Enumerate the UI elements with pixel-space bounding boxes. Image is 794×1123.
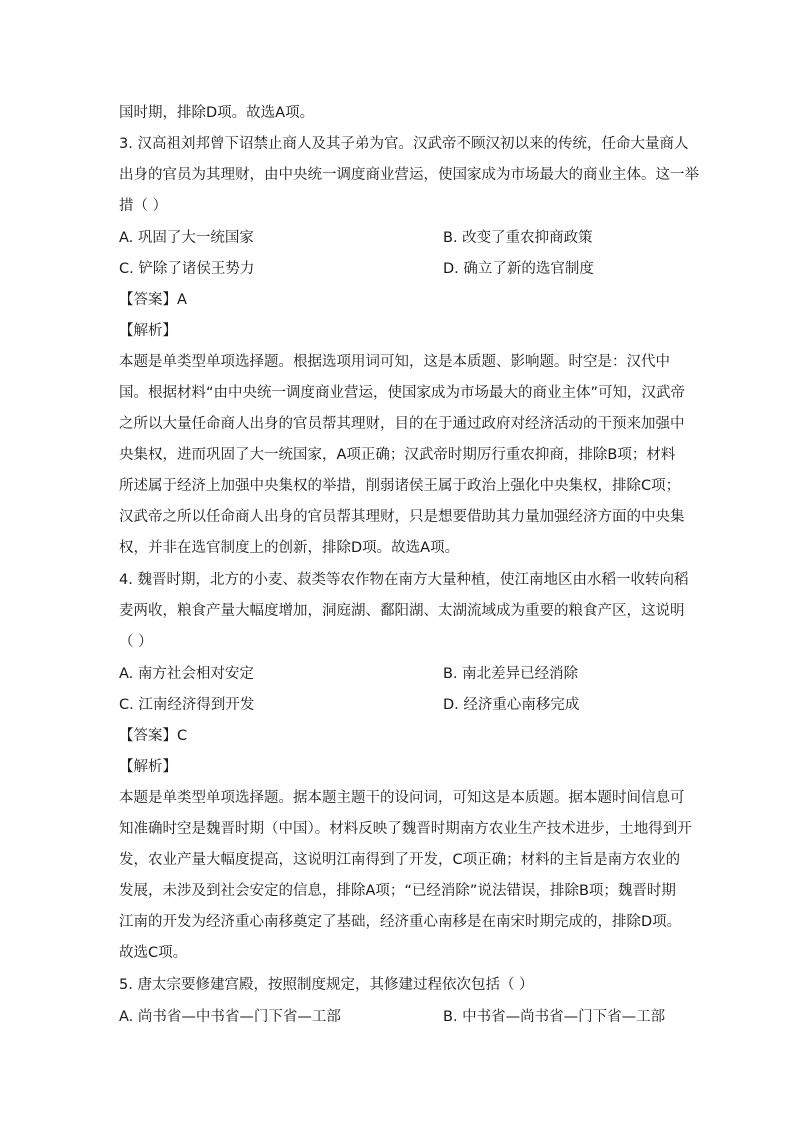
q3-analysis-line-1: 本题是单类型单项选择题。根据选项用词可知，这是本质题、影响题。时空是：汉代中 — [119, 354, 670, 370]
q4-option-a: A. 南方社会相对安定 — [119, 666, 254, 682]
q4-analysis-line-1: 本题是单类型单项选择题。据本题主题干的设问词，可知这是本质题。据本题时间信息可 — [119, 790, 685, 806]
q4-option-c: C. 江南经济得到开发 — [119, 697, 255, 713]
q3-analysis-line-6: 汉武帝之所以任命商人出身的官员帮其理财，只是想要借助其力量加强经济方面的中央集 — [119, 509, 685, 525]
q3-option-a: A. 巩固了大一统国家 — [119, 230, 254, 246]
q3-option-b: B. 改变了重农抑商政策 — [443, 230, 593, 246]
q4-analysis-line-4: 发展，未涉及到社会安定的信息，排除A项；“已经消除”说法错误，排除B项；魏晋时期 — [119, 883, 676, 899]
q2-tail: 国时期，排除D项。故选A项。 — [119, 105, 315, 121]
q4-stem-line-1: 4. 魏晋时期，北方的小麦、菽类等农作物在南方大量种植，使江南地区由水稻一收转向稻 — [119, 572, 689, 588]
q3-option-c: C. 铲除了诸侯王势力 — [119, 261, 255, 277]
q5-option-b: B. 中书省—尚书省—门下省—工部 — [443, 1009, 666, 1025]
q4-option-d: D. 经济重心南移完成 — [443, 697, 580, 713]
q4-answer: 【答案】C — [119, 728, 188, 744]
q3-stem-line-3: 措（ ） — [119, 198, 168, 214]
q4-analysis-line-2: 知准确时空是魏晋时期（中国）。材料反映了魏晋时期南方农业生产技术进步，土地得到开 — [119, 821, 692, 837]
q3-analysis-line-4: 央集权，进而巩固了大一统国家，A项正确；汉武帝时期厉行重农抑商，排除B项；材料 — [119, 447, 676, 463]
q3-analysis-line-2: 国。根据材料“由中央统一调度商业营运，使国家成为市场最大的商业主体”可知，汉武帝 — [119, 385, 686, 401]
q3-analysis-line-7: 权，并非在选官制度上的创新，排除D项。故选A项。 — [119, 540, 460, 556]
q3-analysis-label: 【解析】 — [119, 323, 177, 339]
q4-analysis-line-3: 发，农业产量大幅度提高，这说明江南得到了开发，C项正确；材料的主旨是南方农业的 — [119, 852, 681, 868]
q4-stem-line-2: 麦两收，粮食产量大幅度增加，洞庭湖、鄱阳湖、太湖流域成为重要的粮食产区，这说明 — [119, 603, 685, 619]
q5-stem: 5. 唐太宗要修建宫殿，按照制度规定，其修建过程依次包括（ ） — [119, 977, 534, 993]
q4-analysis-line-6: 故选C项。 — [119, 945, 188, 961]
q3-stem-line-1: 3. 汉高祖刘邦曾下诏禁止商人及其子弟为官。汉武帝不顾汉初以来的传统，任命大量商人 — [119, 136, 689, 152]
q5-option-a: A. 尚书省—中书省—门下省—工部 — [119, 1009, 341, 1025]
q4-stem-line-3: （ ） — [119, 634, 153, 650]
q3-analysis-line-3: 之所以大量任命商人出身的官员帮其理财，目的在于通过政府对经济活动的干预来加强中 — [119, 416, 685, 432]
q3-stem-line-2: 出身的官员为其理财，由中央统一调度商业营运，使国家成为市场最大的商业主体。这一举 — [119, 167, 699, 183]
q4-analysis-label: 【解析】 — [119, 759, 177, 775]
q3-answer: 【答案】A — [119, 292, 187, 308]
q3-option-d: D. 确立了新的选官制度 — [443, 261, 594, 277]
q4-analysis-line-5: 江南的开发为经济重心南移奠定了基础，经济重心南移是在南宋时期完成的，排除D项。 — [119, 914, 682, 930]
q4-option-b: B. 南北差异已经消除 — [443, 666, 579, 682]
q3-analysis-line-5: 所述属于经济上加强中央集权的举措，削弱诸侯王属于政治上强化中央集权，排除C项； — [119, 478, 681, 494]
